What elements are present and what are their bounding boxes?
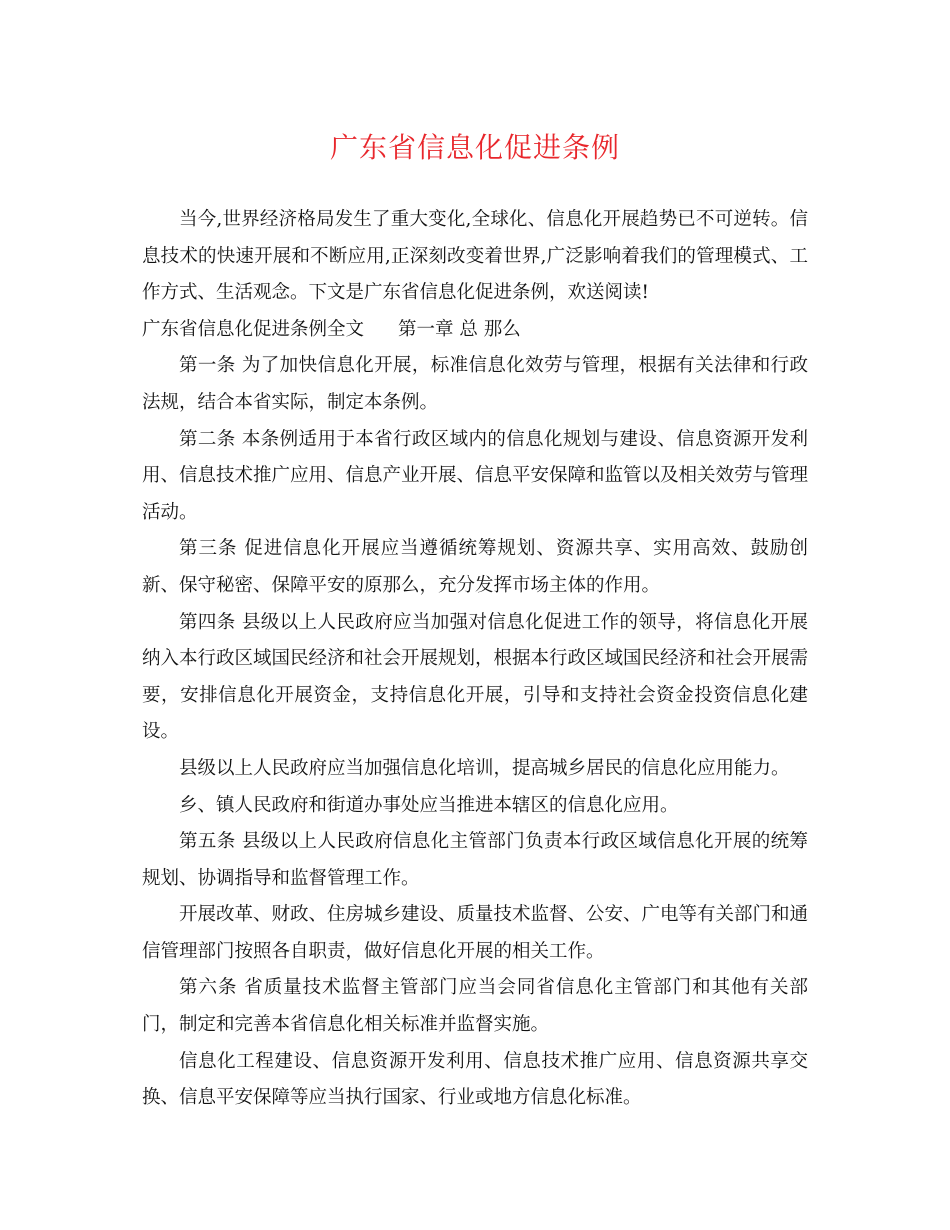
article-6: 第六条 省质量技术监督主管部门应当会同省信息化主管部门和其他有关部门，制定和完善本省信息化相关标准并监督实施。 xyxy=(142,977,808,1036)
document-body xyxy=(142,202,808,1117)
article-5-clause-2: 开展改革、财政、住房城乡建设、质量技术监督、公安、广电等有关部门和通信管理部门按照各自职责，做好信息化开展的相关工作。 xyxy=(142,904,809,962)
article-3: 第三条 促进信息化开展应当遵循统筹规划、资源共享、实用高效、鼓励创新、保守秘密、保障平安的原那么，充分发挥市场主体的作用。 xyxy=(142,538,808,596)
article-4-clause-3: 乡、镇人民政府和街道办事处应当推进本辖区的信息化应用。 xyxy=(179,794,679,816)
article-2: 第二条 本条例适用于本省行政区域内的信息化规划与建设、信息资源开发利用、信息技术推广应用、信息产业开展、信息平安保障和监管以及相关效劳与管理活动。 xyxy=(142,428,809,523)
article-4-clause-2: 县级以上人民政府应当加强信息化培训，提高城乡居民的信息化应用能力。 xyxy=(179,757,790,779)
fulltext-label: 广东省信息化促进条例全文 xyxy=(142,318,365,340)
article-4: 第四条 县级以上人民政府应当加强对信息化促进工作的领导，将信息化开展纳入本行政区域国民经济和社会开展规划，根据本行政区域国民经济和社会开展需要，安排信息化开展资金，支持信息化开展，引导和支持社会资金投资信息化建设。 xyxy=(142,611,809,743)
document-title: 广东省信息化促进条例 xyxy=(329,131,620,164)
chapter-heading: 第一章 总 那么 xyxy=(398,318,521,340)
article-5: 第五条 县级以上人民政府信息化主管部门负责本行政区域信息化开展的统筹规划、协调指导和监督管理工作。 xyxy=(142,831,808,889)
article-6-clause-2: 信息化工程建设、信息资源开发利用、信息技术推广应用、信息资源共享交换、信息平安保障等应当执行国家、行业或地方信息化标准。 xyxy=(142,1050,808,1109)
fulltext-heading-line xyxy=(142,312,808,349)
intro-paragraph: 当今,世界经济格局发生了重大变化,全球化、信息化开展趋势已不可逆转。信息技术的快速开展和不断应用,正深刻改变着世界,广泛影响着我们的管理模式、工作方式、生活观念。下文是广东省信息化促进条例，欢送阅读! xyxy=(142,209,808,304)
article-1: 第一条 为了加快信息化开展，标准信息化效劳与管理，根据有关法律和行政法规，结合本省实际，制定本条例。 xyxy=(142,355,808,413)
